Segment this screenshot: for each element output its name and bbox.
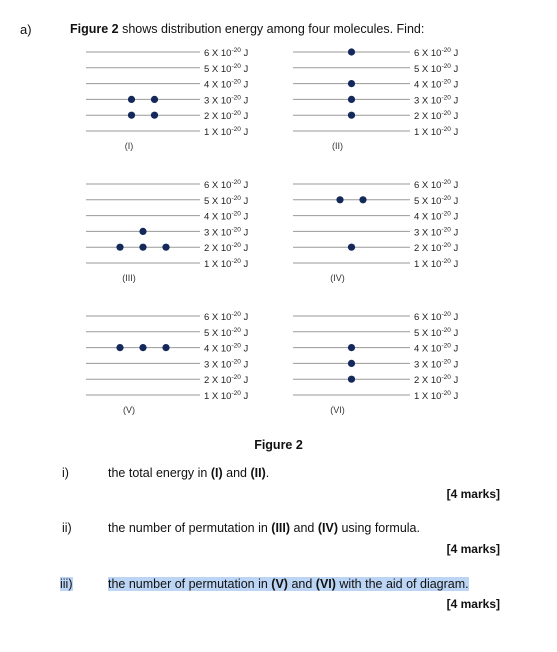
subq-1-text-c: . [265, 466, 270, 480]
molecule-dot [348, 376, 355, 383]
energy-level-label: 1 X $10^{-20}$ J [414, 390, 459, 402]
panel-5 [86, 311, 249, 415]
subq-2-text-c: using formula. [338, 521, 420, 535]
energy-level-label: 2 X $10^{-20}$ J [204, 242, 249, 255]
energy-level-label: 5 X $10^{-20}$ J [204, 326, 249, 339]
energy-level-label: 3 X $10^{-20}$ J [414, 94, 459, 107]
energy-level-label: 4 X $10^{-20}$ J [414, 342, 459, 355]
energy-level-label: 1 X $10^{-20}$ J [414, 258, 459, 270]
panel-label: (III) [122, 273, 136, 283]
panel-1 [86, 47, 249, 151]
energy-level-label: 4 X $10^{-20}$ J [414, 78, 459, 91]
energy-level-label: 6 X $10^{-20}$ J [414, 47, 459, 59]
energy-level-label: 6 X $10^{-20}$ J [204, 179, 249, 191]
energy-level-label: 2 X $10^{-20}$ J [204, 374, 249, 387]
intro-text: shows distribution energy among four molecules. Find: [118, 22, 425, 36]
subq-2-text-a: the number of permutation in [108, 521, 272, 535]
molecule-dot [359, 196, 366, 203]
panel-label: (IV) [330, 273, 345, 283]
molecule-dot [151, 96, 158, 103]
molecule-dot [348, 112, 355, 119]
molecule-dot [139, 344, 146, 351]
energy-level-label: 5 X $10^{-20}$ J [414, 326, 459, 339]
subq-3-highlight [108, 577, 469, 591]
subq-2-text-b: and [290, 521, 318, 535]
molecule-dot [348, 48, 355, 55]
molecule-dot [139, 228, 146, 235]
molecule-dot [162, 344, 169, 351]
panel-2 [293, 47, 459, 151]
energy-level-label: 3 X $10^{-20}$ J [204, 358, 249, 371]
energy-level-label: 2 X $10^{-20}$ J [414, 374, 459, 387]
subq-1-text [108, 466, 269, 480]
subq-3-text-a: the number of permutation in [108, 577, 272, 591]
molecule-dot [162, 244, 169, 251]
subq-1-ref-1: (I) [210, 466, 223, 480]
energy-level-label: 3 X $10^{-20}$ J [204, 226, 249, 239]
panel-label: (I) [124, 141, 134, 151]
subq-1-number: i) [62, 466, 69, 480]
energy-level-label: 2 X $10^{-20}$ J [204, 110, 249, 123]
energy-level-label: 1 X $10^{-20}$ J [414, 126, 459, 138]
molecule-dot [116, 244, 123, 251]
energy-level-label: 2 X $10^{-20}$ J [414, 110, 459, 123]
subq-2-marks: [4 marks] [446, 542, 500, 556]
molecule-dot [348, 244, 355, 251]
molecule-dot [348, 344, 355, 351]
figure-caption: Figure 2 [254, 438, 303, 452]
subq-3-text [108, 577, 469, 591]
subq-1-text-a: the total energy in [108, 466, 211, 480]
panel-label: (II) [332, 141, 343, 151]
energy-level-label: 3 X $10^{-20}$ J [414, 358, 459, 371]
subq-3-text-c: with the aid of diagram. [335, 577, 469, 591]
energy-level-label: 6 X $10^{-20}$ J [414, 311, 459, 323]
energy-level-label: 5 X $10^{-20}$ J [414, 62, 459, 75]
molecule-dot [128, 96, 135, 103]
panel-3 [86, 179, 249, 283]
energy-level-label: 2 X $10^{-20}$ J [414, 242, 459, 255]
question-label: a) [20, 22, 32, 37]
energy-level-label: 1 X $10^{-20}$ J [204, 390, 249, 402]
subq-3-ref-2: (VI) [315, 577, 336, 591]
subq-2-number: ii) [62, 521, 72, 535]
energy-level-label: 4 X $10^{-20}$ J [414, 210, 459, 223]
energy-level-label: 6 X $10^{-20}$ J [204, 47, 249, 59]
molecule-dot [348, 80, 355, 87]
molecule-dot [139, 244, 146, 251]
subq-2-text [108, 521, 420, 535]
energy-level-label: 5 X $10^{-20}$ J [204, 194, 249, 207]
energy-level-label: 4 X $10^{-20}$ J [204, 210, 249, 223]
molecule-dot [151, 112, 158, 119]
subq-3-text-b: and [287, 577, 316, 591]
energy-level-label: 5 X $10^{-20}$ J [204, 62, 249, 75]
molecule-dot [128, 112, 135, 119]
subq-3-ref-1: (V) [271, 577, 288, 591]
energy-level-label: 1 X $10^{-20}$ J [204, 258, 249, 270]
energy-level-label: 4 X $10^{-20}$ J [204, 342, 249, 355]
panel-label: (VI) [330, 405, 345, 415]
molecule-dot [336, 196, 343, 203]
molecule-dot [348, 360, 355, 367]
subq-1-ref-2: (II) [250, 466, 266, 480]
panel-label: (V) [123, 405, 135, 415]
molecule-dot [116, 344, 123, 351]
subq-1-marks: [4 marks] [446, 487, 500, 501]
subq-3-marks: [4 marks] [446, 597, 500, 611]
energy-level-label: 1 X $10^{-20}$ J [204, 126, 249, 138]
subq-2-ref-2: (IV) [317, 521, 338, 535]
subq-3-number [60, 577, 73, 591]
figure-reference: Figure 2 [70, 22, 119, 36]
molecule-dot [348, 96, 355, 103]
energy-level-label: 6 X $10^{-20}$ J [204, 311, 249, 323]
subq-1-text-b: and [222, 466, 251, 480]
energy-level-label: 4 X $10^{-20}$ J [204, 78, 249, 91]
energy-level-label: 6 X $10^{-20}$ J [414, 179, 459, 191]
subq-3-number-highlight: iii) [60, 577, 73, 591]
panel-4 [293, 179, 459, 283]
energy-level-label: 5 X $10^{-20}$ J [414, 194, 459, 207]
energy-level-label: 3 X $10^{-20}$ J [414, 226, 459, 239]
panel-6 [293, 311, 459, 415]
energy-level-label: 3 X $10^{-20}$ J [204, 94, 249, 107]
subq-2-ref-1: (III) [271, 521, 291, 535]
